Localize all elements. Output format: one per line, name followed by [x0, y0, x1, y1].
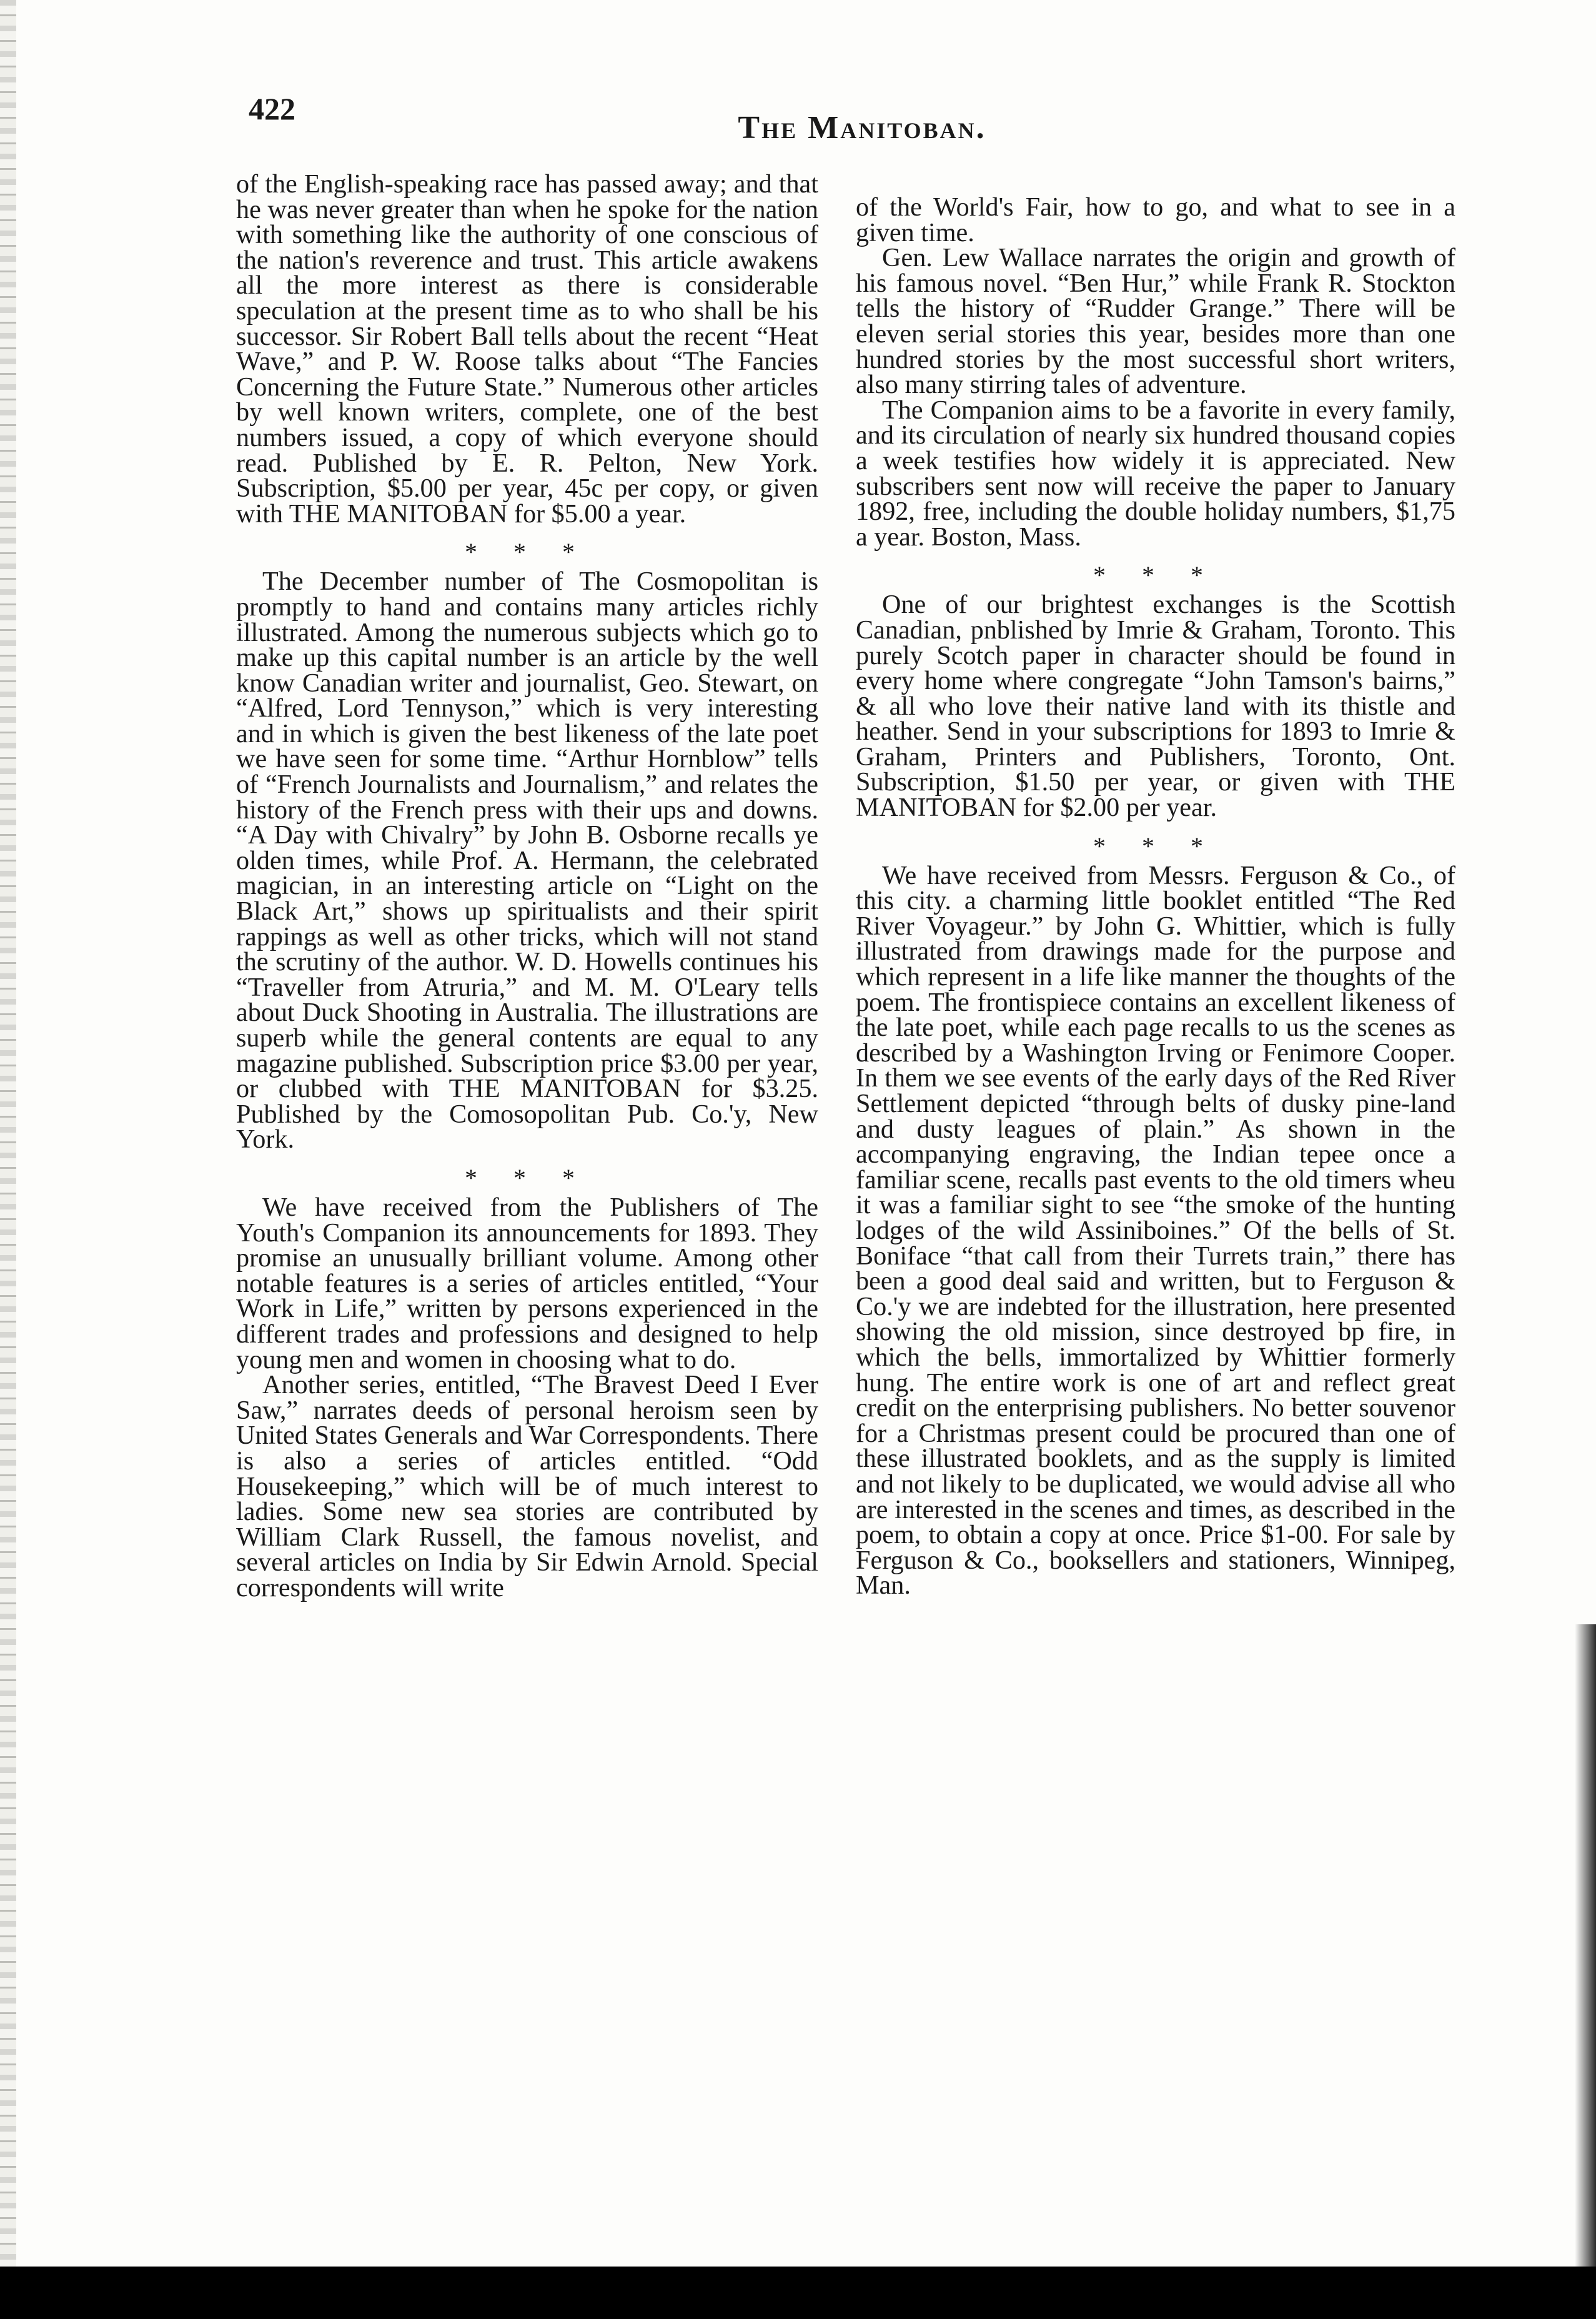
- section-separator: * * *: [465, 1163, 590, 1192]
- page-number: 422: [249, 91, 295, 126]
- right-paragraph-5: We have received from Messrs. Ferguson & Co., of this city. a charming little booklet entitled “The Red River Voyageur.” by John G. Whittier, which is fully illustrated from drawings made for the purpose and which represent in a life like manner the thoughts of the poem. The frontispiece contains an excellent likeness of the late poet, while each page recalls to us the scenes as described by a Washington Irving or Fenimore Cooper. In them we see events of the early days of the Red River Settlement depicted “through belts of dusky pine-land and dusty leagues of plain.” As shown in the accompanying engraving, the Indian tepee once a familiar scene, recalls past events to the old timers wheu it was a familiar sight to see “the smoke of the hunting lodges of the wild Assiniboines.” Of the bells of St. Boniface “that call from their Turrets train,” there has been a good deal said and written, but to Ferguson & Co.'y we are indebted for the illustration, here presented showing the old mission, since destroyed bp fire, in which the bells, immortalized by Whittier formerly hung. The entire work is one of art and reflect great credit on the enterprising publishers. No better souvenor for a Christmas present could be procured than one of these illustrated booklets, and as the supply is limited and not likely to be duplicated, we would advise all who are interested in the scenes and times, as described in the poem, to obtain a copy at once. Price $1-00. For sale by Ferguson & Co., booksellers and stationers, Winnipeg, Man.: [856, 860, 1455, 1601]
- section-separator: * * *: [1093, 832, 1218, 860]
- scan-left-edge: [0, 0, 16, 2319]
- left-paragraph-2: The December number of The Cosmopolitan is promptly to hand and contains many articles richly illustrated. Among the numerous subjects which go to make up this capital number is an article by the well know Canadian writer and journalist, Geo. Stewart, on “Alfred, Lord Tennyson,” which is very interesting and in which is given the best likeness of the late poet we have seen for some time. “Arthur Hornblow” tells of “French Journalists and Journalism,” and relates the history of the French press with their ups and downs. “A Day with Chivalry” by John B. Osborne recalls ye olden times, while Prof. A. Hermann, the celebrated magician, in an interesting article on “Light on the Black Art,” shows up spiritualists and their spirit rappings as well as other tricks, which will not stand the scrutiny of the author. W. D. Howells continues his “Traveller from Atruria,” and M. M. O'Leary tells about Duck Shooting in Australia. The illustrations are superb while the general contents are equal to any magazine published. Subscription price $3.00 per year, or clubbed with THE MANITOBAN for $3.25. Published by the Comosopolitan Pub. Co.'y, New York.: [236, 567, 818, 1155]
- left-paragraph-4: Another series, entitled, “The Bravest Deed I Ever Saw,” narrates deeds of personal heroism seen by United States Generals and War Correspondents. There is also a series of articles entitled. “Odd Housekeeping,” which will be of much interest to ladies. Some new sea stories are contributed by William Clark Russell, the famous novelist, and several articles on India by Sir Edwin Arnold. Special correspondents will write: [236, 1370, 818, 1602]
- left-column: [236, 169, 818, 1602]
- right-paragraph-2: Gen. Lew Wallace narrates the origin and growth of his famous novel. “Ben Hur,” while Frank R. Stockton tells the history of “Rudder Grange.” There will be eleven serial stories this year, besides more than one hundred stories by the most successful short writers, also many stirring tales of adventure.: [856, 243, 1455, 400]
- right-column: [856, 192, 1455, 1601]
- running-title: The Manitoban.: [738, 110, 986, 146]
- left-paragraph-1: of the English-speaking race has passed away; and that he was never greater than when he spoke for the nation with something like the authority of one conscious of the nation's reverence and trust. This article awakens all the more interest as there is considerable speculation at the present time as to who shall be his successor. Sir Robert Ball tells about the recent “Heat Wave,” and P. W. Roose talks about “The Fancies Concerning the Future State.” Numerous other articles by well known writers, complete, one of the best numbers issued, a copy of which everyone should read. Published by E. R. Pelton, New York. Subscription, $5.00 per year, 45c per copy, or given with THE MANITOBAN for $5.00 a year.: [236, 169, 818, 529]
- scan-bottom-border: [0, 2267, 1596, 2319]
- scan-right-edge-shadow: [1575, 1624, 1596, 2268]
- left-paragraph-3: We have received from the Publishers of The Youth's Companion its announcements for 1893. They promise an unusually brilliant volume. Among other notable features is a series of articles entitled, “Your Work in Life,” written by persons experienced in the different trades and professions and designed to help young men and women in choosing what to do.: [236, 1192, 818, 1374]
- section-separator: * * *: [1093, 561, 1218, 590]
- right-paragraph-3: The Companion aims to be a favorite in every family, and its circulation of nearly six hundred thousand copies a week testifies how widely it is appreciated. New subscribers sent now will receive the paper to January 1892, free, including the double holiday numbers, $1,75 a year. Boston, Mass.: [856, 395, 1455, 552]
- right-paragraph-4: One of our brightest exchanges is the Scottish Canadian, pnblished by Imrie & Graham, Toronto. This purely Scotch paper in character should be found in every home where congregate “John Tamson's bairns,” & all who love their native land with its thistle and heather. Send in your subscriptions for 1893 to Imrie & Graham, Printers and Publishers, Toronto, Ont. Subscription, $1.50 per year, or given with THE MANITOBAN for $2.00 per year.: [856, 590, 1455, 823]
- section-separator: * * *: [465, 538, 590, 567]
- right-paragraph-1: of the World's Fair, how to go, and what to see in a given time.: [856, 192, 1455, 247]
